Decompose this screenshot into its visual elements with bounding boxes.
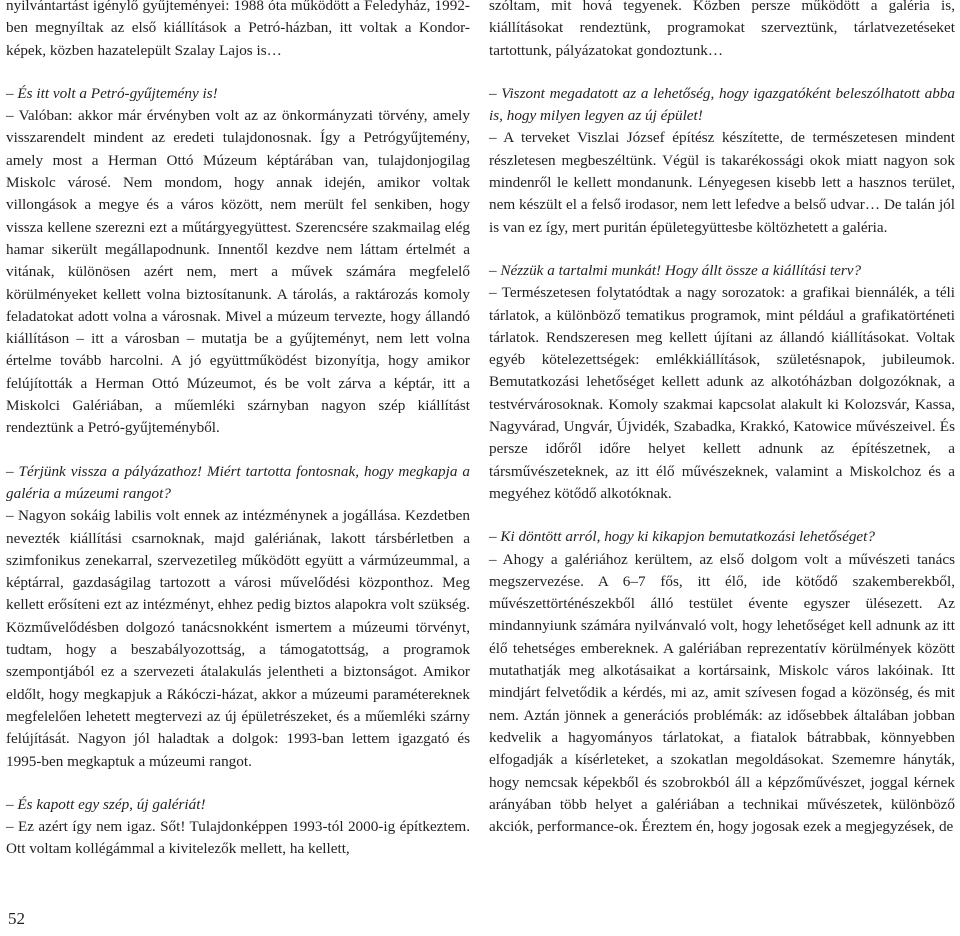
paragraph-question: – Viszont megadatott az a lehetőség, hogy igazgatóként beleszólhatott abba is, hogy milyen legyen az új épület! [489,84,955,125]
page-number: 52 [8,909,25,928]
paragraph-question: – Nézzük a tartalmi munkát! Hogy állt össze a kiállítási terv? [489,261,862,279]
left-column [6,0,470,861]
paragraph-answer: – Ez azért így nem igaz. Sőt! Tulajdonképpen 1993-tól 2000-ig építkeztem. Ott voltam kollégámmal a kivitelezők mellett, ha kellett, [6,818,470,858]
paragraph-answer: – Ahogy a galériához kerültem, az első dolgom volt a művészeti tanács megszervezése. A 6–7 fős, itt élő, ide kötődő szakemberekből, művészettörténészekből álló testület évente egyszer ülésezett. Az mindannyiunk számára nyilvánvaló volt, hogy lehetőséget kell adnunk az itt élő tehetséges embereknek. A galériában reprezentatív körülmények között mutathatják meg alkotásaikat a kortársaink, Miskolc város lakóinak. Itt mindjárt felvetődik a kérdés, mi az, amit szívesen fogad a közönség, és mit nem. Aztán jönnek a generációs problémák: az idősebbek általában jobban kedvelik a hagyományos tárlatokat, a fiatalok bátrabbak, könnyebben elfogadják a kísérleteket, a szokatlan megoldásokat. Szememre hányták, hogy nemcsak képekből és szobrokból áll a képzőművészet, joggal kérnek arányában több helyet a galériában a technikai művészetek, különböző akciók, performance-ok. Éreztem én, hogy jogosak ezek a megjegyzések, de [489,550,955,836]
paragraph-question: – Térjünk vissza a pályázathoz! Miért tartotta fontosnak, hogy megkapja a galéria a múzeumi rangot? [6,462,470,502]
paragraph-answer: szóltam, mit hová tegyenek. Közben persze működött a galéria is, kiállításokat rendeztünk, programokat szerveztünk, tárlatvezetéseket tartottunk, pályázatokat gondoztunk… [489,0,955,59]
paragraph-answer: – A terveket Viszlai József építész készítette, de természetesen mindent részletesen megbeszéltünk. Végül is takarékossági okok miatt nagyon sok mindenről le kellett mondanunk. Lényegesen kisebb lett a hasznos terület, nem készült el a felső irodasor, nem lett lefedve a belső udvar… De talán jól is van ez így, mert puritán épületegyüttesbe költözhetett a galéria. [489,129,955,236]
paragraph-question: – És kapott egy szép, új galériát! [6,795,206,813]
paragraph-question: – Ki döntött arról, hogy ki kikapjon bemutatkozási lehetőséget? [489,528,875,546]
paragraph-answer: – Természetesen folytatódtak a nagy sorozatok: a grafikai biennálék, a téli tárlatok, a különböző tematikus programok, mint például a grafikatörténeti tárlatok. Rendszeresen meg kellett újítani az állandó kiállításokat. Voltak egyéb kötelezettségek: emlékkiállítások, születésnapok, jubileumok. Bemutatkozási lehetőséget kellett adunk az alkotóházban dolgozóknak, a testvérvárosoknak. Komoly szakmai kapcsolat alakult ki Kolozsvár, Kassa, Nagyvárad, Ungvár, Újvidék, Szabadka, Krakkó, Katowice művészeivel. És persze időről időre helyet kellett adnunk az építészetnek, a társművészeteknek, az itt élő művészeknek, valamint a Miskolchoz és a megyéhez kötődő alkotóknak. [489,284,955,502]
paragraph-question: – És itt volt a Petró-gyűjtemény is! [6,84,218,102]
paragraph-answer: – Valóban: akkor már érvényben volt az az önkormányzati törvény, amely visszarendelt mindent az eredeti tulajdonosnak. Így a Petrógyűjtemény, amely most a Herman Ottó Múzeum képtárában van, tulajdonjogilag Miskolc városé. Nem mondom, hogy annak idején, amikor voltak villongások a megye és a város között, nem merült fel senkiben, hogy vissza kellene szerezni ezt a műtárgyegyüttest. Szerencsére szakmailag elég hamar sikerült megállapodnunk. Innentől kezdve nem láttam értelmét a vitának, különösen azért nem, mert a művek számára megfelelő körülményeket kellett volna biztosítanunk. A tárolás, a raktározás komoly feladatokat adott volna a városnak. Mivel a múzeum tervezte, hogy állandó kiállításon – itt a városban – mutatja be a gyűjteményt, nem lett volna értelme tovább harcolni. A jó együttműködést bizonyítja, hogy amikor felújították a Herman Ottó Múzeumot, és be volt zárva a képtár, itt a Miskolci Galériában, a műemléki szárnyban nagyon szép kiállítást rendeztünk a Petró-gyűjteményből. [6,107,470,437]
right-column [489,0,955,838]
paragraph-answer: – Nagyon sokáig labilis volt ennek az intézménynek a jogállása. Kezdetben nevezték kiállítási csarnoknak, majd galériának, lakott társbérletben a szimfonikus zenekarral, szervezetileg működött együtt a vármúzeummal, a képtárral, gazdaságilag tartozott a városi művelődési központhoz. Meg kellett erősíteni ezt az intézményt, ehhez pedig biztos alapokra volt szükség. Közművelődésben dolgozó tanácsnokként ismertem a múzeumi törvényt, tudtam, hogy a beszabályozottság, a támogatottság, a programok szempontjából ez a szervezeti átalakulás jelentheti a biztonságot. Amikor eldőlt, hogy megkapjuk a Rákóczi-házat, akkor a múzeumi paramétereknek megfelelően lehetett megtervezi az új épületrészeket, és a műemléki szárny felújítását. Nagyon jól haladtak a dolgok: 1993-ban lettem igazgató és 1995-ben megkaptuk a múzeumi rangot. [6,507,470,770]
paragraph-answer: nyilvántartást igénylő gyűjteményei: 1988 óta működött a Feledyház, 1992-ben megnyíltak az első kiállítások a Petró-házban, itt voltak a Kondor-képek, közben hazatelepült Szalay Lajos is… [6,0,470,59]
